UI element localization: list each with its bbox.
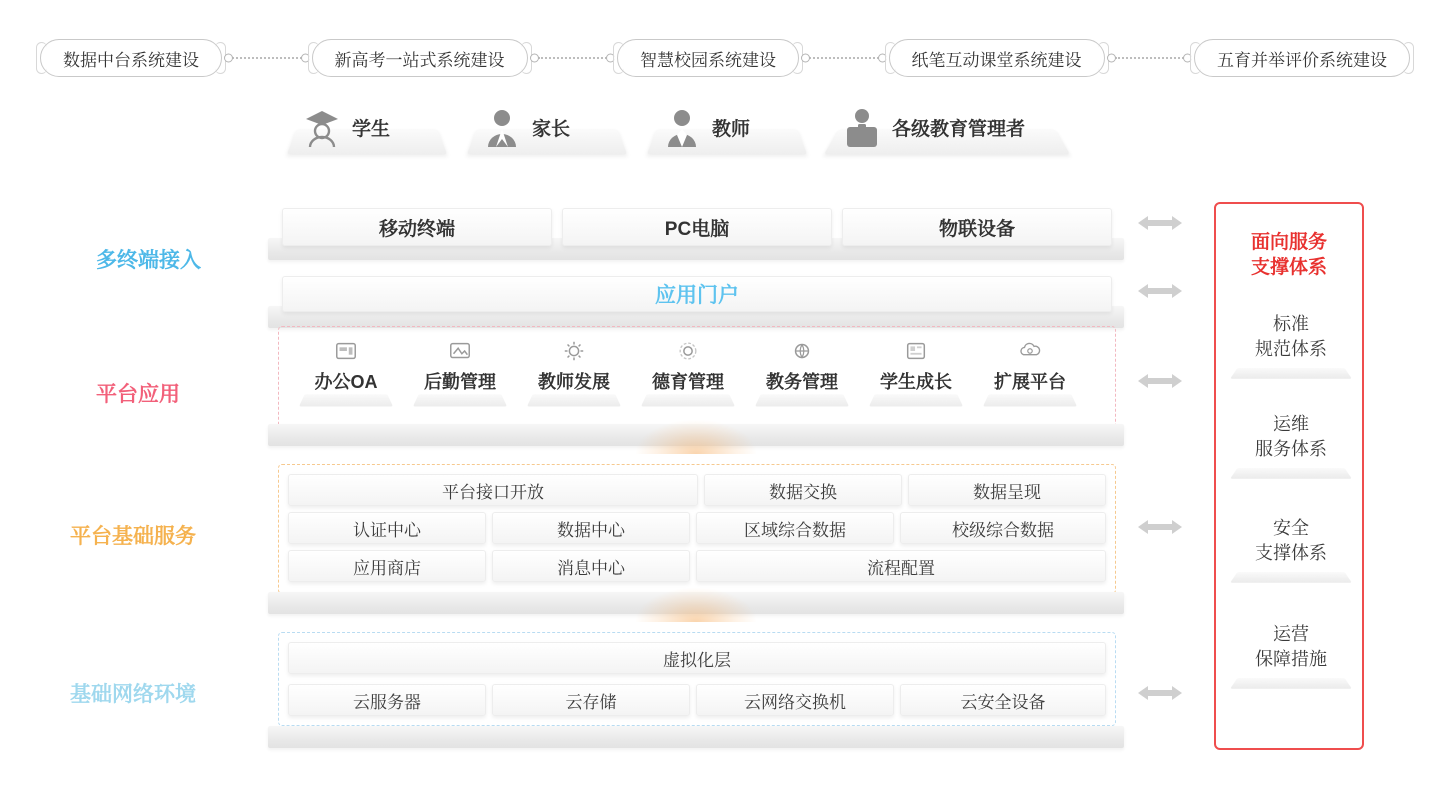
teacher-avatar-icon	[660, 105, 704, 149]
layer-label-platform-applications: 平台应用	[96, 383, 180, 406]
pill-connector-0	[224, 53, 310, 63]
connector-knob-left	[224, 54, 233, 63]
administrator-avatar-icon	[840, 105, 884, 149]
app-pedestal	[869, 394, 963, 406]
academic-affairs-icon	[750, 336, 854, 366]
moral-education-icon	[636, 336, 740, 366]
support-item-line-1: 运营	[1273, 624, 1309, 644]
app-label: 办公OA	[314, 372, 378, 392]
network-platform-slab	[268, 726, 1124, 748]
app-label: 教务管理	[766, 372, 838, 392]
terminal-tile-mobile[interactable]: 移动终端	[282, 208, 552, 246]
pill-connector-2	[801, 53, 887, 63]
connector-dotted-line	[232, 57, 302, 59]
app-label: 后勤管理	[424, 372, 496, 392]
network-tile-cloud-security[interactable]: 云安全设备	[900, 684, 1106, 716]
connector-knob-left	[801, 54, 810, 63]
persona-label: 各级教育管理者	[892, 118, 1026, 140]
app-pedestal	[641, 394, 735, 406]
connection-flare-lower	[636, 588, 756, 622]
app-office-oa[interactable]	[294, 336, 398, 394]
support-item-line-1: 标准	[1273, 314, 1309, 334]
persona-row	[286, 96, 1076, 158]
support-item-line-2: 服务体系	[1255, 439, 1327, 459]
support-item-line-2: 支撑体系	[1255, 543, 1327, 563]
support-item-line-2: 规范体系	[1255, 339, 1327, 359]
persona-label: 教师	[712, 118, 751, 140]
app-pedestal	[983, 394, 1077, 406]
service-tile-message-center[interactable]: 消息中心	[492, 550, 690, 582]
app-moral-education[interactable]	[636, 336, 740, 394]
support-item-pedestal	[1230, 368, 1352, 379]
logistics-icon	[408, 336, 512, 366]
app-extension-platform[interactable]	[978, 336, 1082, 394]
service-tile-data-presentation[interactable]: 数据呈现	[908, 474, 1106, 506]
network-tile-virtualization[interactable]: 虚拟化层	[288, 642, 1106, 674]
service-tile-auth-center[interactable]: 认证中心	[288, 512, 486, 544]
support-item-line-1: 安全	[1273, 518, 1309, 538]
pill-item-2[interactable]: 智慧校园系统建设	[617, 39, 799, 77]
service-tile-regional-data[interactable]: 区域综合数据	[696, 512, 894, 544]
panel-title-line-1: 面向服务	[1250, 232, 1327, 253]
double-arrow-icon-base-services	[1128, 516, 1192, 538]
network-tile-cloud-storage[interactable]: 云存储	[492, 684, 690, 716]
connector-dotted-line	[809, 57, 879, 59]
connector-knob-left	[530, 54, 539, 63]
terminal-tile-iot[interactable]: 物联设备	[842, 208, 1112, 246]
service-support-panel-title	[1216, 230, 1362, 280]
connector-knob-left	[1107, 54, 1116, 63]
service-tile-school-data[interactable]: 校级综合数据	[900, 512, 1106, 544]
double-arrow-icon-terminals	[1128, 212, 1192, 234]
support-item-pedestal	[1230, 678, 1352, 689]
student-avatar-icon	[300, 105, 344, 149]
double-arrow-icon-network	[1128, 682, 1192, 704]
app-label: 德育管理	[652, 372, 724, 392]
app-teacher-development[interactable]	[522, 336, 626, 394]
service-support-panel	[1214, 202, 1364, 750]
app-label: 学生成长	[880, 372, 952, 392]
persona-teacher	[646, 96, 826, 158]
app-student-growth[interactable]	[864, 336, 968, 394]
layer-label-terminal-access: 多终端接入	[96, 249, 201, 272]
support-item-security[interactable]	[1230, 516, 1352, 566]
service-tile-data-exchange[interactable]: 数据交换	[704, 474, 902, 506]
support-item-pedestal	[1230, 468, 1352, 479]
persona-administrator	[826, 96, 1076, 158]
pill-item-4[interactable]: 五育并举评价系统建设	[1194, 39, 1410, 77]
persona-student	[286, 96, 466, 158]
app-label: 扩展平台	[994, 372, 1066, 392]
portal-tile[interactable]: 应用门户	[282, 276, 1112, 312]
parent-avatar-icon	[480, 105, 524, 149]
teacher-development-icon	[522, 336, 626, 366]
support-item-line-1: 运维	[1273, 414, 1309, 434]
network-tile-cloud-server[interactable]: 云服务器	[288, 684, 486, 716]
persona-label: 家长	[532, 118, 571, 140]
app-pedestal	[527, 394, 621, 406]
student-growth-icon	[864, 336, 968, 366]
office-oa-icon	[294, 336, 398, 366]
pill-connector-1	[530, 53, 616, 63]
connection-flare-upper	[636, 420, 756, 454]
app-pedestal	[413, 394, 507, 406]
extension-platform-icon	[978, 336, 1082, 366]
pill-item-3[interactable]: 纸笔互动课堂系统建设	[889, 39, 1105, 77]
top-pill-row	[40, 36, 1410, 80]
app-logistics[interactable]	[408, 336, 512, 394]
layer-label-platform-base-services: 平台基础服务	[70, 525, 196, 548]
connector-dotted-line	[1115, 57, 1185, 59]
terminal-tile-pc[interactable]: PC电脑	[562, 208, 832, 246]
pill-item-1[interactable]: 新高考一站式系统建设	[312, 39, 528, 77]
app-label: 教师发展	[538, 372, 610, 392]
pill-connector-3	[1107, 53, 1193, 63]
support-item-pedestal	[1230, 572, 1352, 583]
support-item-line-2: 保障措施	[1255, 649, 1327, 669]
network-tile-cloud-switch[interactable]: 云网络交换机	[696, 684, 894, 716]
layer-label-network-environment: 基础网络环境	[70, 683, 196, 706]
persona-label: 学生	[352, 118, 391, 140]
support-item-standards[interactable]	[1230, 312, 1352, 362]
double-arrow-icon-portal	[1128, 280, 1192, 302]
connector-dotted-line	[538, 57, 608, 59]
app-pedestal	[299, 394, 393, 406]
service-tile-app-store[interactable]: 应用商店	[288, 550, 486, 582]
app-academic-affairs[interactable]	[750, 336, 854, 394]
support-item-operation-guarantee[interactable]	[1230, 622, 1352, 672]
panel-title-line-2: 支撑体系	[1250, 257, 1327, 278]
support-item-operations[interactable]	[1230, 412, 1352, 462]
double-arrow-icon-applications	[1128, 370, 1192, 392]
service-tile-data-center[interactable]: 数据中心	[492, 512, 690, 544]
service-tile-platform-api[interactable]: 平台接口开放	[288, 474, 698, 506]
pill-item-0[interactable]: 数据中台系统建设	[40, 39, 222, 77]
persona-parent	[466, 96, 646, 158]
app-pedestal	[755, 394, 849, 406]
service-tile-process-config[interactable]: 流程配置	[696, 550, 1106, 582]
